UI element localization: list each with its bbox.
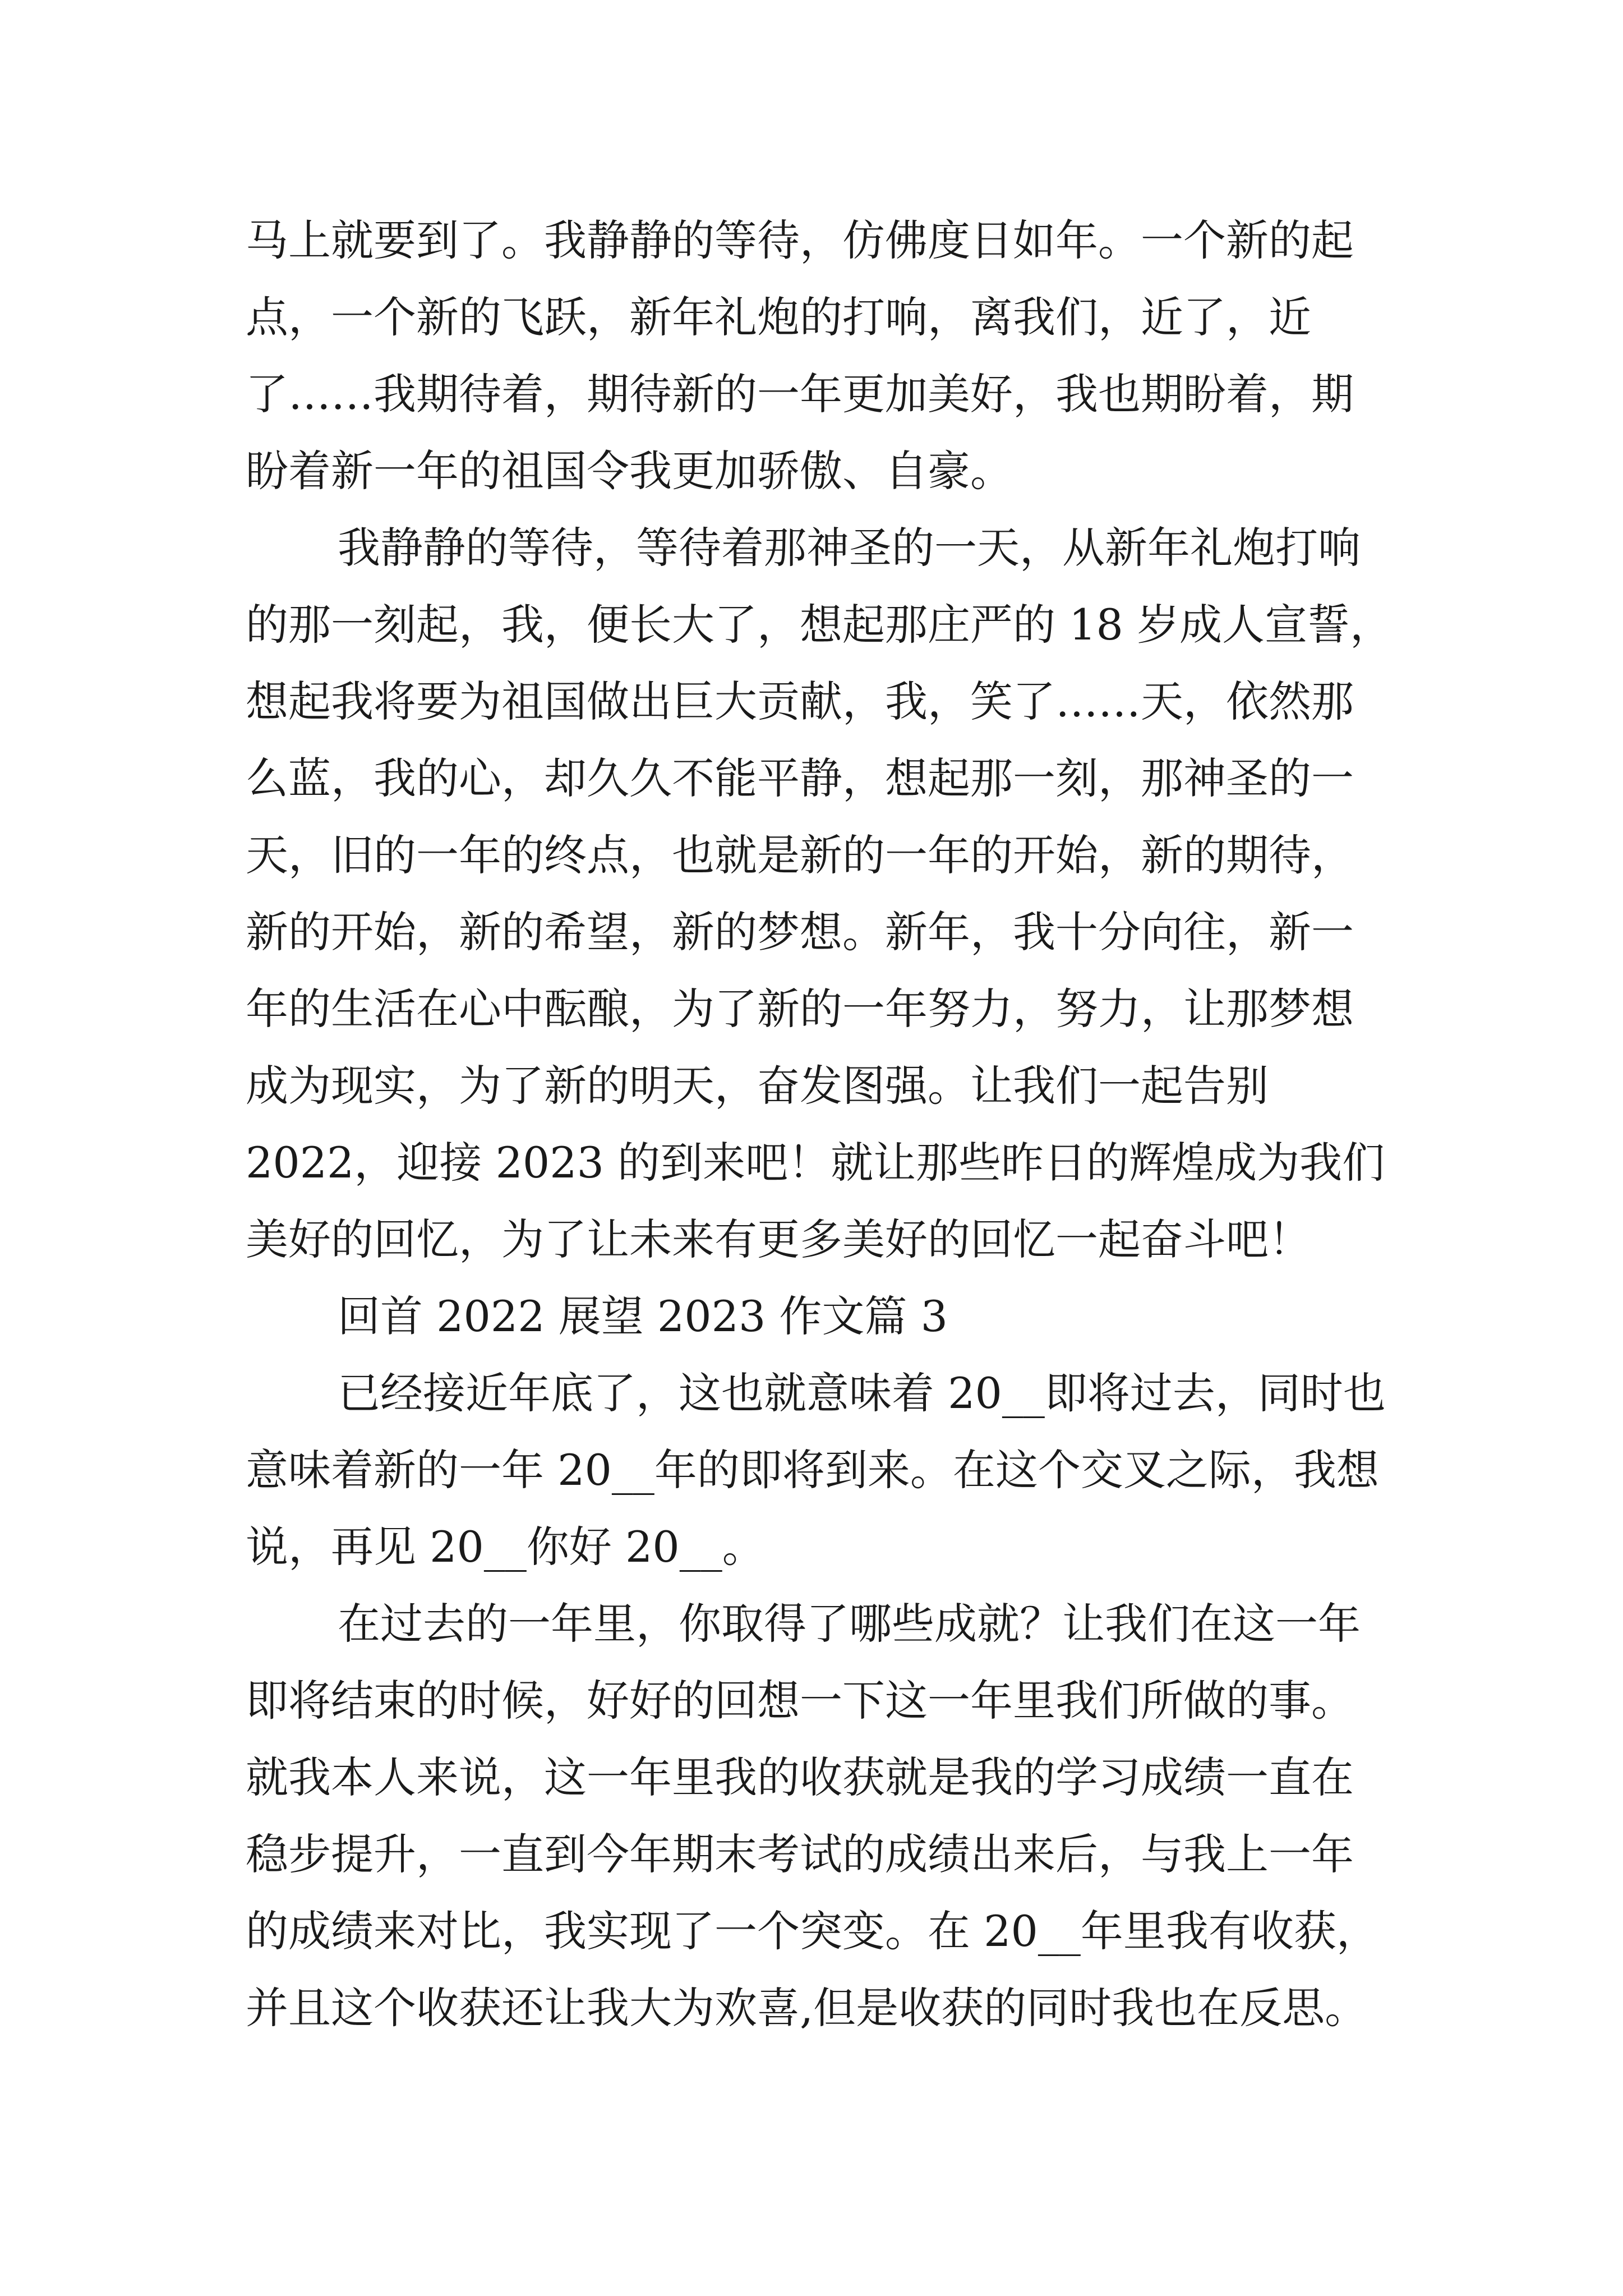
text-line: 马上就要到了。我静静的等待，仿佛度日如年。一个新的起 (246, 215, 1354, 265)
text-line: 的成绩来对比，我实现了一个突变。在 20__年里我有收获， (246, 1906, 1379, 1956)
text-line: 成为现实，为了新的明天，奋发图强。让我们一起告别 (246, 1061, 1269, 1111)
text-line: 年的生活在心中酝酿，为了新的一年努力，努力，让那梦想 (246, 984, 1354, 1034)
text-line: 稳步提升，一直到今年期末考试的成绩出来后，与我上一年 (246, 1829, 1354, 1879)
paragraph-start-line: 已经接近年底了，这也就意味着 20__即将过去，同时也 (338, 1368, 1386, 1418)
text-line: 盼着新一年的祖国令我更加骄傲、自豪。 (246, 446, 1013, 496)
text-line: 了……我期待着，期待新的一年更加美好，我也期盼着，期 (246, 369, 1354, 419)
paragraph-start-line: 我静静的等待，等待着那神圣的一天，从新年礼炮打响 (338, 523, 1361, 573)
paragraph-start-line: 在过去的一年里，你取得了哪些成就？让我们在这一年 (338, 1599, 1361, 1649)
text-line: 意味着新的一年 20__年的即将到来。在这个交叉之际，我想 (246, 1445, 1379, 1495)
text-line: 即将结束的时候，好好的回想一下这一年里我们所做的事。 (246, 1676, 1354, 1726)
text-line: 美好的回忆，为了让未来有更多美好的回忆一起奋斗吧！ (246, 1214, 1311, 1264)
text-line: 就我本人来说，这一年里我的收获就是我的学习成绩一直在 (246, 1752, 1354, 1802)
text-line: 新的开始，新的希望，新的梦想。新年，我十分向往，新一 (246, 907, 1354, 957)
section-heading: 回首 2022 展望 2023 作文篇 3 (338, 1291, 948, 1341)
text-line: 并且这个收获还让我大为欢喜,但是收获的同时我也在反思。 (246, 1983, 1368, 2033)
text-line: 点，一个新的飞跃，新年礼炮的打响，离我们，近了，近 (246, 292, 1311, 342)
text-line: 么蓝，我的心，却久久不能平静，想起那一刻，那神圣的一 (246, 753, 1354, 803)
text-line: 说，再见 20__你好 20__。 (246, 1522, 765, 1572)
text-line: 2022，迎接 2023 的到来吧！就让那些昨日的辉煌成为我们 (246, 1138, 1385, 1188)
document-body (246, 202, 1393, 2046)
text-line: 想起我将要为祖国做出巨大贡献，我，笑了……天，依然那 (246, 677, 1354, 726)
text-line: 天，旧的一年的终点，也就是新的一年的开始，新的期待， (246, 830, 1354, 880)
text-line: 的那一刻起，我，便长大了，想起那庄严的 18 岁成人宣誓， (246, 600, 1393, 650)
